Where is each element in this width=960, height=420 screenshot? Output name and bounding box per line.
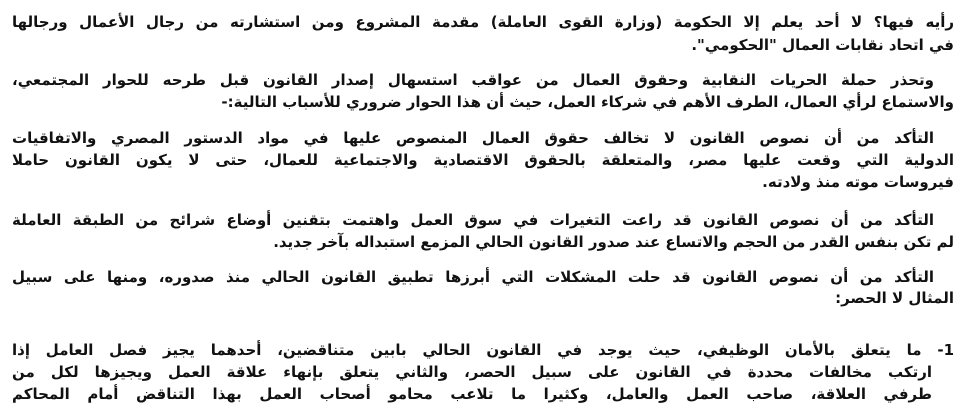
numbered-item-line: ارتكب مخالفات محددة في القانون على سبيل الحصر، والثاني يتعلق بإنهاء علاقة العمل ويجيزها لكل من <box>12 363 932 381</box>
paragraph-line: لم تكن بنفس القدر من الحجم والاتساع عند صدور القانون الحالي المزمع استبداله بآخر جديد. <box>273 233 954 251</box>
paragraph-line: التأكد من أن نصوص القانون قد راعت التغيرات في سوق العمل واهتمت بتقنين أوضاع شرائح من الطبقة العاملة <box>12 211 934 229</box>
paragraph-line: وتحذر حملة الحريات النقابية وحقوق العمال من عواقب استسهال إصدار القانون قبل طرحه للحوار المجتمعي، <box>12 71 934 89</box>
paragraph-line: فيروسات موته منذ ولادته. <box>762 173 954 191</box>
paragraph-line: والاستماع لرأي العمال، الطرف الأهم في شركاء العمل، حيث أن هذا الحوار ضروري للأسباب التالية:- <box>221 93 954 111</box>
paragraph-line: التأكد من أن نصوص القانون قد حلت المشكلات التي أبرزها تطبيق القانون الحالي منذ صدوره، ومنها على سبيل <box>12 268 934 286</box>
paragraph-line: في اتحاد نقابات العمال "الحكومي". <box>691 36 954 54</box>
paragraph-line: الدولية التي وقعت عليها مصر، والمتعلقة بالحقوق الاقتصادية والاجتماعية للعمال، حتى لا يكون القانون حاملا <box>12 151 954 169</box>
paragraph-line: المثال لا الحصر: <box>835 289 954 307</box>
paragraph-line: رأيه فيها؟ لا أحد يعلم إلا الحكومة (وزارة القوى العاملة) مقدمة المشروع ومن استشارته من رجال الأعمال ورجالها <box>12 13 954 31</box>
numbered-item-line: طرفي العلاقة، صاحب العمل والعامل، وكثيرا ما تلاعب محامو أصحاب العمل بهذا التناقض أمام المحاكم <box>12 385 932 403</box>
numbered-item-line: 1- ما يتعلق بالأمان الوظيفي، حيث يوجد في القانون الحالي بابين متناقضين، أحدهما يجيز فصل العامل إذا <box>12 341 954 359</box>
paragraph-line: التأكد من أن نصوص القانون لا تخالف حقوق العمال المنصوص عليها في مواد الدستور المصري والاتفاقيات <box>12 129 934 147</box>
